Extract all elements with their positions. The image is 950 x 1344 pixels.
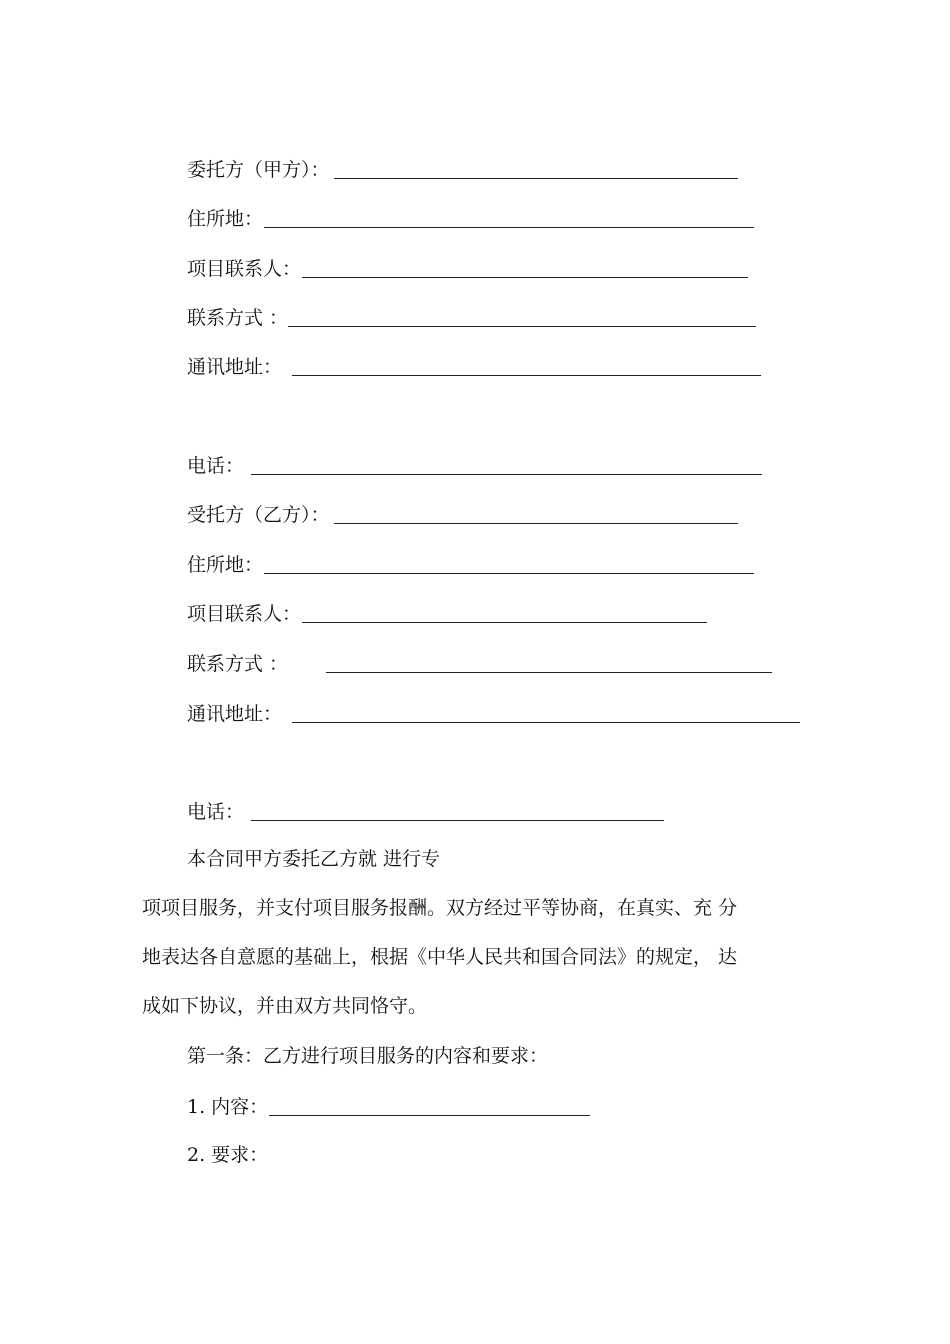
- party-b-contact-person-label: 项目联系人：: [187, 603, 302, 625]
- intro-line-1: 本合同甲方委托乙方就 进行专: [187, 848, 441, 870]
- party-b-mail-address-blank[interactable]: [292, 702, 800, 723]
- party-a-contact-method-blank[interactable]: [288, 306, 756, 327]
- party-b-contact-person-blank[interactable]: [302, 602, 707, 623]
- party-b-phone-blank[interactable]: [251, 800, 664, 821]
- party-b-address-label: 住所地：: [187, 554, 264, 576]
- party-b-address-row: [187, 547, 754, 577]
- party-a-name-row: [187, 152, 738, 182]
- article-1-item-1-blank[interactable]: [269, 1095, 590, 1116]
- party-b-contact-method-label: 联系方式 ：: [187, 653, 289, 675]
- party-b-contact-method-blank[interactable]: [326, 652, 772, 673]
- article-1-item-2-label: 2. 要求：: [187, 1144, 269, 1166]
- party-b-mail-address-row: [187, 696, 800, 726]
- party-b-contact-method-row: [187, 646, 772, 676]
- party-b-phone-row: [187, 794, 664, 824]
- party-a-address-row: [187, 201, 754, 231]
- party-b-name-blank[interactable]: [334, 503, 738, 524]
- intro-line-2: 项项目服务，并支付项目服务报酬。双方经过平等协商，在真实、充 分: [142, 897, 738, 919]
- party-b-name-label: 受托方（乙方）：: [187, 504, 330, 526]
- party-b-mail-address-label: 通讯地址：: [187, 703, 283, 725]
- party-a-mail-address-blank[interactable]: [292, 355, 761, 376]
- party-a-name-label: 委托方（甲方）：: [187, 159, 330, 181]
- article-1-item-1-label: 1. 内容：: [187, 1096, 269, 1118]
- intro-line-3: 地表达各自意愿的基础上，根据《中华人民共和国合同法》的规定， 达: [142, 946, 738, 968]
- party-b-contact-person-row: [187, 596, 707, 626]
- party-a-mail-address-row: [187, 349, 761, 379]
- party-b-phone-label: 电话：: [187, 801, 245, 823]
- party-a-phone-label: 电话：: [187, 455, 245, 477]
- article-1-title: 第一条：乙方进行项目服务的内容和要求：: [187, 1045, 549, 1067]
- article-1-item-1-row: [187, 1089, 590, 1119]
- party-a-mail-address-label: 通讯地址：: [187, 356, 283, 378]
- party-a-phone-blank[interactable]: [251, 454, 762, 475]
- party-a-contact-method-row: [187, 300, 756, 330]
- intro-line-4: 成如下协议，并由双方共同恪守。: [142, 995, 428, 1017]
- party-a-phone-row: [187, 448, 762, 478]
- party-a-contact-person-label: 项目联系人：: [187, 258, 302, 280]
- party-a-contact-person-blank[interactable]: [302, 257, 748, 278]
- party-a-contact-person-row: [187, 251, 748, 281]
- party-a-name-blank[interactable]: [334, 158, 738, 179]
- party-a-contact-method-label: 联系方式 ：: [187, 307, 289, 329]
- party-a-address-label: 住所地：: [187, 208, 264, 230]
- party-b-name-row: [187, 497, 738, 527]
- party-b-address-blank[interactable]: [264, 553, 754, 574]
- party-a-address-blank[interactable]: [264, 207, 754, 228]
